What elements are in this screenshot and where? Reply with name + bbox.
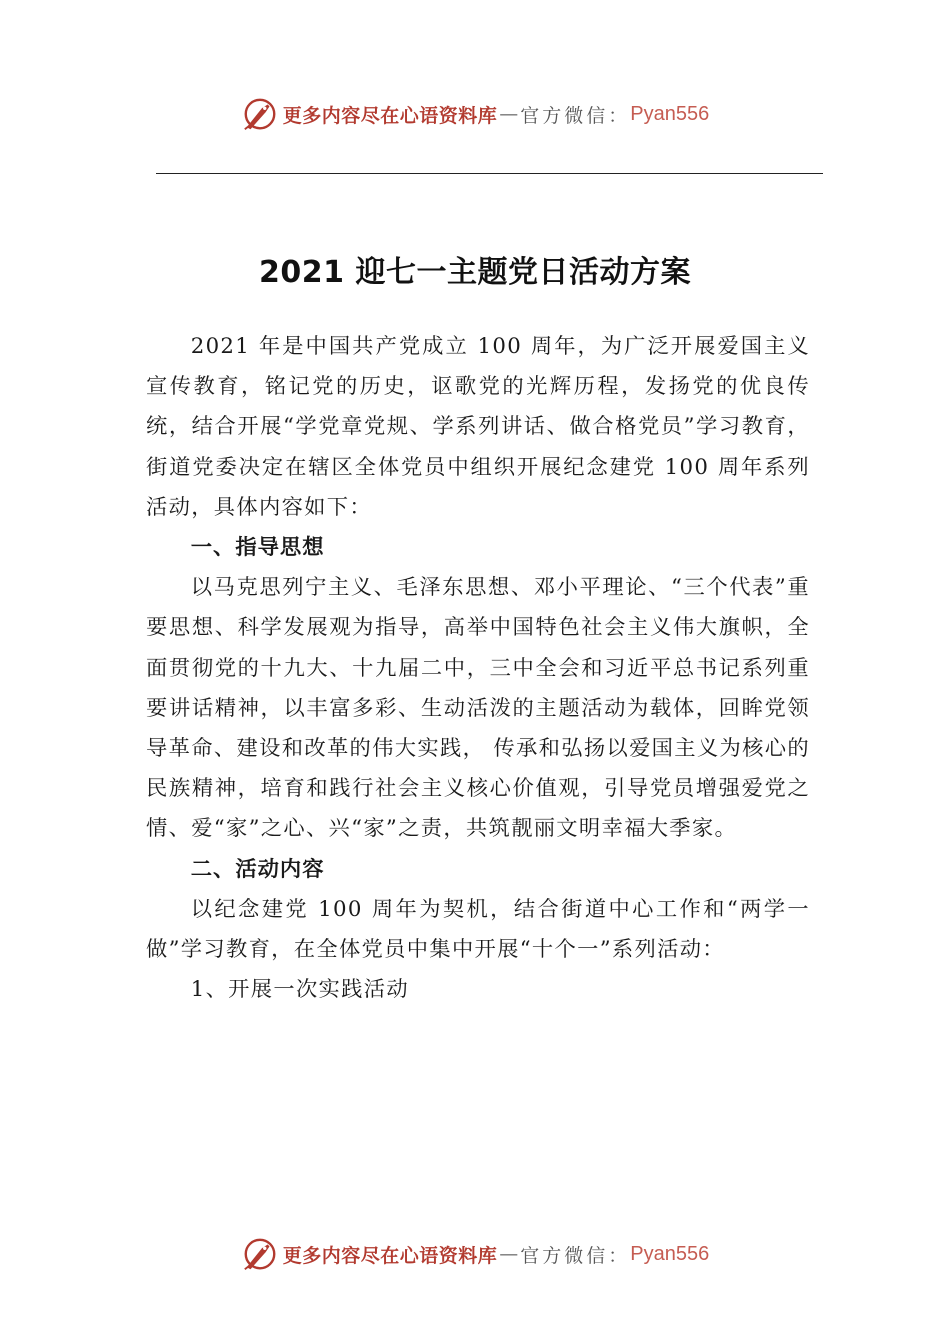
activity-content-paragraph: 以纪念建党 100 周年为契机，结合街道中心工作和“两学一做”学习教育，在全体党员中集中开展“十个一”系列活动： [146, 896, 810, 963]
pen-nib-logo-icon [241, 95, 279, 133]
intro-paragraph: 2021 年是中国共产党成立 100 周年，为广泛开展爱国主义宣传教育，铭记党的历史，讴歌党的光辉历程，发扬党的优良传统，结合开展“学党章党规、学系列讲话、做合格党员”学习教育，街道党委决定在辖区全体党员中组织开展纪念建党 100 周年系列活动，具体内容如下： [146, 334, 810, 520]
list-item-first-activity: 1、开展一次实践活动 [190, 977, 409, 1003]
guiding-ideology-paragraph: 以马克思列宁主义、毛泽东思想、邓小平理论、“三个代表”重要思想、科学发展观为指导，高举中国特色社会主义伟大旗帜，全面贯彻党的十九大、十九届二中，三中全会和习近平总书记系列重要讲话精神，以丰富多彩、生动活泼的主题活动为载体，回眸党领导革命、建设和改革的伟大实践， 传承和弘扬以爱国主义为核心的民族精神，培育和践行社会主义核心价值观，引导党员增强爱党之情、爱“家”之心、兴“家”之责，共筑靓丽文明幸福大季家。 [146, 575, 810, 842]
footer-wechat-label: 官方微信： [520, 1244, 631, 1267]
document-title: 2021 迎七一主题党日活动方案 [259, 255, 691, 290]
section-heading-activity-content: 二、活动内容 [190, 856, 325, 882]
footer-wechat-id: Pyan556 [630, 1242, 710, 1265]
header-banner [0, 92, 950, 136]
section-heading-guiding-ideology: 一、指导思想 [190, 535, 325, 561]
header-site-text: 更多内容尽在心语资料库 [282, 104, 498, 127]
footer-site-text: 更多内容尽在心语资料库 [282, 1244, 498, 1267]
pen-nib-logo-icon [241, 1235, 279, 1273]
document-body [146, 327, 810, 1010]
header-divider [156, 173, 823, 174]
footer-separator: — [499, 1243, 519, 1265]
footer-banner [0, 1232, 950, 1276]
header-separator: — [499, 103, 519, 125]
header-wechat-id: Pyan556 [630, 102, 710, 125]
header-wechat-label: 官方微信： [520, 104, 631, 127]
